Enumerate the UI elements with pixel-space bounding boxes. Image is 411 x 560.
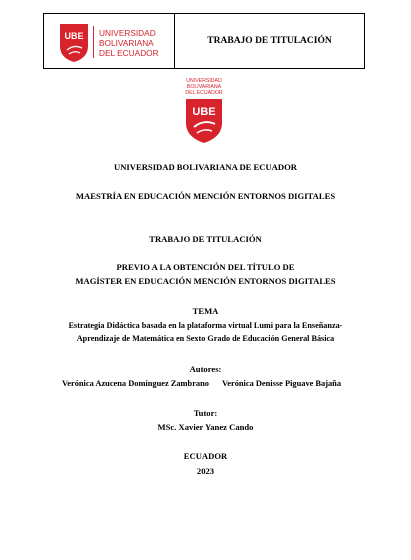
tutor-label: Tutor: bbox=[193, 408, 218, 418]
crest-name-line-1: UNIVERSIDAD bbox=[186, 78, 222, 84]
work-type: TRABAJO DE TITULACIÓN bbox=[149, 234, 262, 244]
logo-text: UBE bbox=[64, 31, 84, 41]
institution-line-3: DEL ECUADOR bbox=[99, 48, 159, 58]
tutor-name: MSc. Xavier Yanez Cando bbox=[157, 422, 254, 432]
ube-crest-logo bbox=[182, 77, 226, 143]
crest-name-line-3: DEL ECUADOR bbox=[185, 90, 223, 96]
crest-logo-text: UBE bbox=[192, 106, 216, 118]
university-name: UNIVERSIDAD BOLIVARIANA DE ECUADOR bbox=[114, 162, 297, 172]
institution-line-2: BOLIVARIANA bbox=[99, 38, 154, 48]
crest-name-line-2: BOLIVARIANA bbox=[186, 84, 222, 90]
country: ECUADOR bbox=[183, 451, 228, 461]
author-1: Verónica Azucena Domínguez Zambrano bbox=[62, 379, 209, 388]
purpose-line-2: MAGÍSTER EN EDUCACIÓN MENCIÓN ENTORNOS DIGITALES bbox=[75, 276, 336, 286]
topic-line-2: Aprendizaje de Matemática en Sexto Grado de Educación General Básica bbox=[76, 334, 335, 343]
institution-line-1: UNIVERSIDAD bbox=[99, 28, 156, 38]
purpose-line-1: PREVIO A LA OBTENCIÓN DEL TÍTULO DE bbox=[116, 262, 295, 272]
topic-label: TEMA bbox=[192, 306, 219, 316]
program-name: MAESTRÍA EN EDUCACIÓN MENCIÓN ENTORNOS DIGITALES bbox=[75, 191, 336, 201]
header-title: TRABAJO DE TITULACIÓN bbox=[207, 36, 332, 46]
header-box bbox=[43, 13, 365, 69]
authors-label: Autores: bbox=[189, 364, 222, 374]
year: 2023 bbox=[196, 466, 215, 476]
topic-line-1: Estrategia Didáctica basada en la plataforma virtual Lumi para la Enseñanza- bbox=[68, 321, 343, 330]
ube-logo bbox=[58, 24, 166, 62]
author-2: Verónica Denisse Piguave Bajaña bbox=[222, 379, 342, 388]
